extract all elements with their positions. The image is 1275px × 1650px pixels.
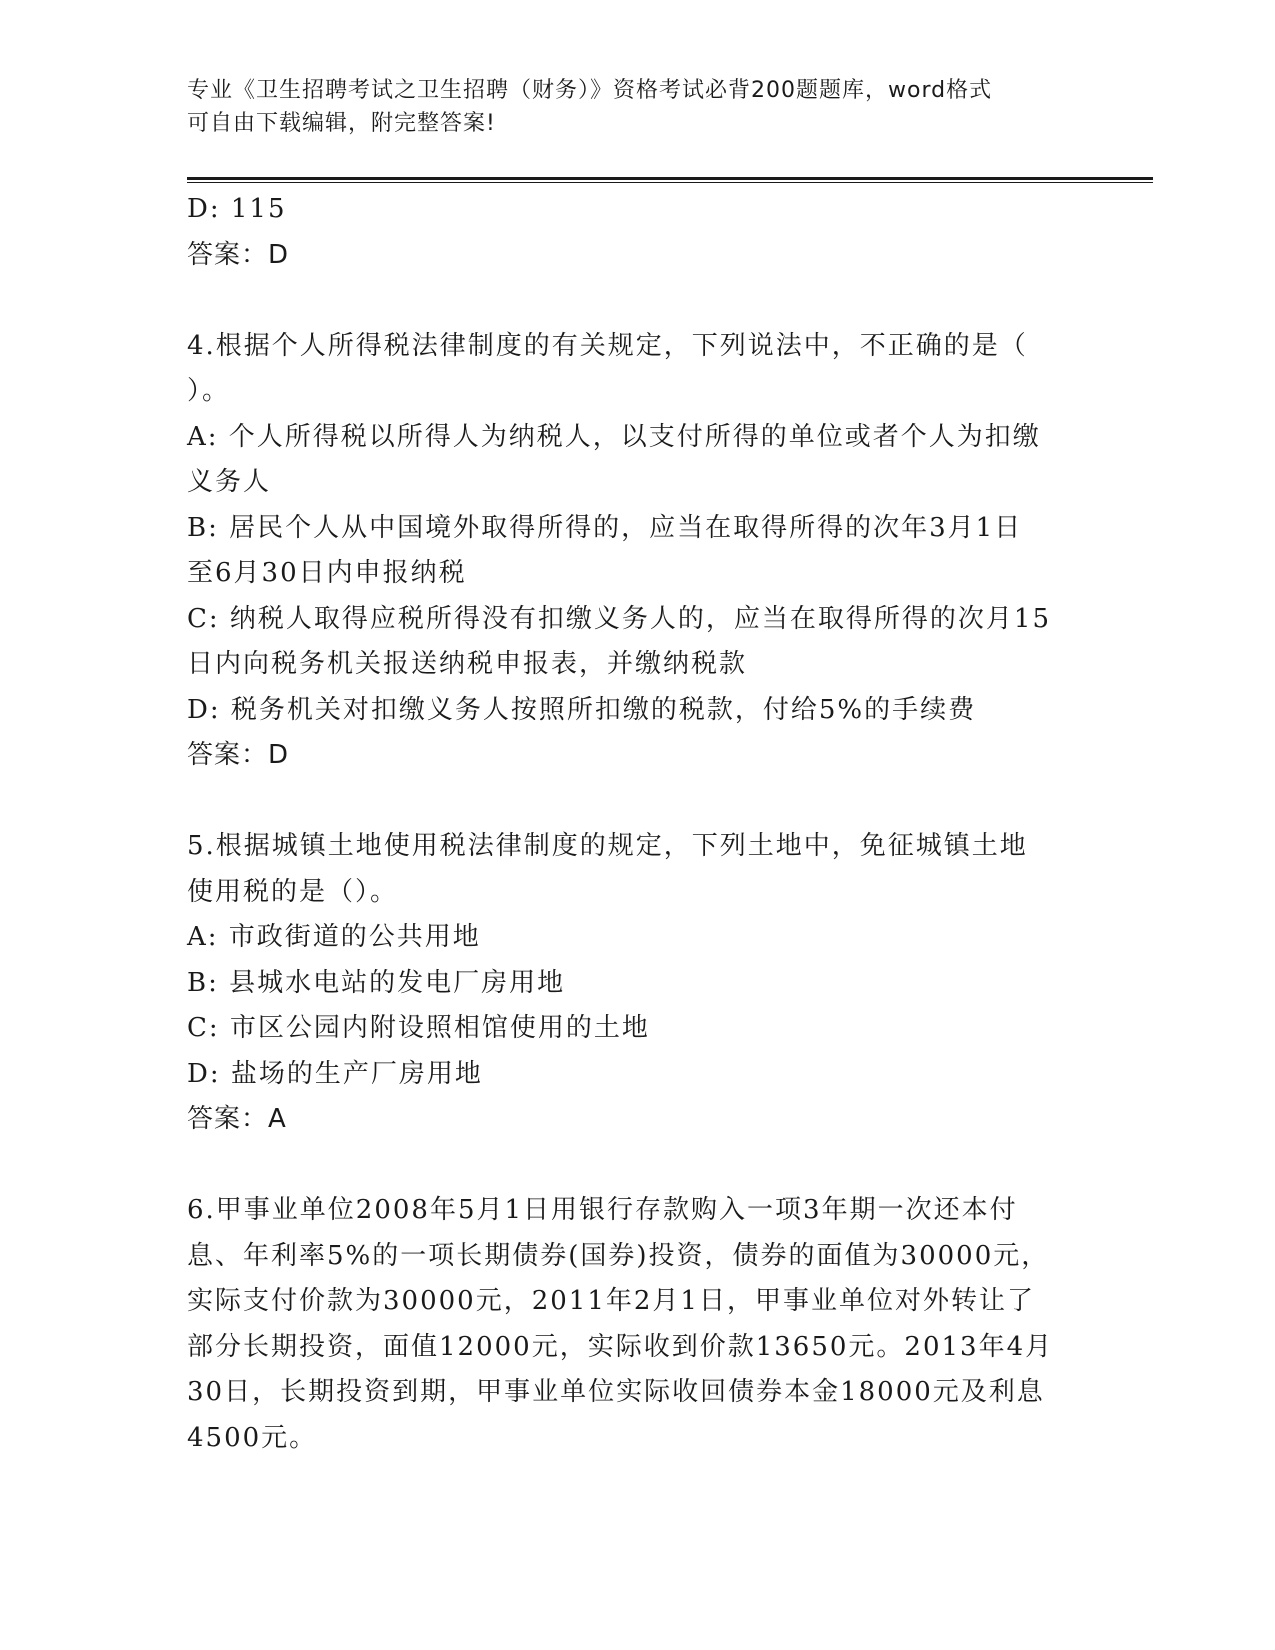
question-stem: 5.根据城镇土地使用税法律制度的规定，下列土地中，免征城镇土地 <box>187 831 1028 861</box>
document-body <box>187 187 1087 1461</box>
header-line-2: 可自由下载编辑，附完整答案! <box>187 111 496 136</box>
header-line-1: 专业《卫生招聘考试之卫生招聘（财务）》资格考试必背200题题库，word格式 <box>187 78 993 103</box>
spacer <box>187 278 1087 324</box>
prev-question-tail <box>187 187 1087 278</box>
question-4 <box>187 324 1087 779</box>
answer-line: 答案：D <box>187 239 290 270</box>
option-c: 日内向税务机关报送纳税申报表，并缴纳税款 <box>187 649 748 679</box>
spacer <box>187 1143 1087 1189</box>
question-stem: ）。 <box>187 376 231 406</box>
option-d: D: 税务机关对扣缴义务人按照所扣缴的税款，付给5%的手续费 <box>187 694 977 725</box>
document-header <box>187 74 1067 140</box>
question-stem: 4500元。 <box>187 1422 318 1453</box>
header-rule-thick <box>187 177 1153 180</box>
option-c: C: 纳税人取得应税所得没有扣缴义务人的，应当在取得所得的次月15 <box>187 603 1052 634</box>
question-stem: 息、年利率5%的一项长期债券(国券)投资，债券的面值为30000元， <box>187 1240 1050 1271</box>
question-stem: 实际支付价款为30000元，2011年2月1日，甲事业单位对外转让了 <box>187 1286 1035 1316</box>
header-rule-thin <box>187 182 1153 183</box>
question-5 <box>187 824 1087 1143</box>
option-b: B: 县城水电站的发电厂房用地 <box>187 967 566 998</box>
option-a: A: 个人所得税以所得人为纳税人，以支付所得的单位或者个人为扣缴 <box>187 421 1041 452</box>
option-b: 至6月30日内申报纳税 <box>187 558 467 588</box>
question-stem: 4.根据个人所得税法律制度的有关规定，下列说法中，不正确的是（ <box>187 330 1028 361</box>
question-stem: 30日，长期投资到期，甲事业单位实际收回债券本金18000元及利息 <box>187 1377 1045 1407</box>
question-stem: 使用税的是（）。 <box>187 876 399 907</box>
answer-line: 答案：D <box>187 740 290 770</box>
option-b: B: 居民个人从中国境外取得所得的，应当在取得所得的次年3月1日 <box>187 512 1023 543</box>
option-a: A: 市政街道的公共用地 <box>187 922 481 952</box>
answer-line: 答案：A <box>187 1104 287 1134</box>
option-c: C: 市区公园内附设照相馆使用的土地 <box>187 1013 650 1043</box>
option-d: D: 115 <box>187 194 287 224</box>
question-stem: 6.甲事业单位2008年5月1日用银行存款购入一项3年期一次还本付 <box>187 1195 1018 1225</box>
option-a: 义务人 <box>187 467 272 497</box>
question-stem: 部分长期投资，面值12000元，实际收到价款13650元。2013年4月 <box>187 1331 1054 1362</box>
option-d: D: 盐场的生产厂房用地 <box>187 1058 483 1089</box>
question-6 <box>187 1188 1087 1461</box>
spacer <box>187 779 1087 825</box>
